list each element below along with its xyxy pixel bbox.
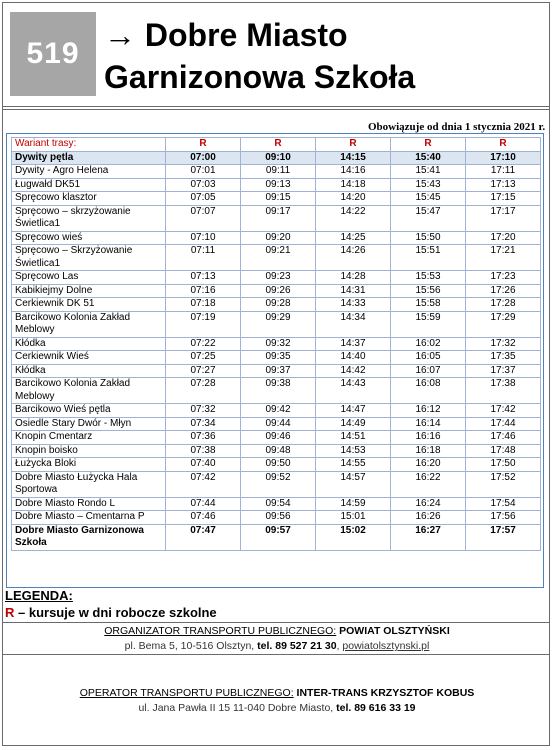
departure-time: 16:24 <box>391 497 466 511</box>
departure-time: 17:23 <box>466 271 541 285</box>
route-number-badge: 519 <box>10 12 96 96</box>
departure-time: 09:48 <box>241 444 316 458</box>
departure-time: 09:38 <box>241 378 316 404</box>
departure-time: 14:34 <box>316 311 391 337</box>
stop-name: Ługwałd DK51 <box>12 178 166 192</box>
timetable-row <box>12 458 541 472</box>
timetable-row <box>12 378 541 404</box>
departure-time: 09:28 <box>241 298 316 312</box>
timetable-row <box>12 192 541 206</box>
departure-time: 17:10 <box>466 151 541 165</box>
timetable-row <box>12 351 541 365</box>
departure-time: 09:50 <box>241 458 316 472</box>
legend-text: – kursuje w dni robocze szkolne <box>14 605 217 620</box>
organizer-label: ORGANIZATOR TRANSPORTU PUBLICZNEGO: <box>104 625 337 637</box>
departure-time: 14:57 <box>316 471 391 497</box>
departure-time: 15:40 <box>391 151 466 165</box>
variant-cell: R <box>316 138 391 152</box>
departure-time: 16:08 <box>391 378 466 404</box>
departure-time: 17:46 <box>466 431 541 445</box>
departure-time: 07:44 <box>166 497 241 511</box>
departure-time: 09:11 <box>241 165 316 179</box>
departure-time: 16:07 <box>391 364 466 378</box>
stop-name: Spręcowo – skrzyżowanie Świetlica1 <box>12 205 166 231</box>
departure-time: 17:54 <box>466 497 541 511</box>
departure-time: 09:52 <box>241 471 316 497</box>
timetable-row <box>12 524 541 550</box>
departure-time: 17:32 <box>466 337 541 351</box>
timetable-row <box>12 404 541 418</box>
footer-divider-2 <box>2 654 550 655</box>
timetable-row <box>12 205 541 231</box>
organizer-name: POWIAT OLSZTYŃSKI <box>336 625 450 637</box>
timetable-row <box>12 364 541 378</box>
departure-time: 16:18 <box>391 444 466 458</box>
title-line-stop: Garnizonowa Szkoła <box>104 59 416 95</box>
page-title <box>104 14 415 98</box>
departure-time: 17:48 <box>466 444 541 458</box>
departure-time: 17:50 <box>466 458 541 472</box>
organizer-address: pl. Bema 5, 10-516 Olsztyn, <box>124 640 258 652</box>
departure-time: 07:25 <box>166 351 241 365</box>
departure-time: 07:07 <box>166 205 241 231</box>
departure-time: 14:20 <box>316 192 391 206</box>
departure-time: 17:35 <box>466 351 541 365</box>
departure-time: 17:44 <box>466 417 541 431</box>
departure-time: 07:34 <box>166 417 241 431</box>
departure-time: 15:41 <box>391 165 466 179</box>
timetable-row <box>12 497 541 511</box>
footer-divider <box>2 622 550 623</box>
timetable-row <box>12 165 541 179</box>
departure-time: 14:43 <box>316 378 391 404</box>
departure-time: 16:14 <box>391 417 466 431</box>
departure-time: 17:20 <box>466 231 541 245</box>
stop-name: Spręcowo Las <box>12 271 166 285</box>
organizer-phone: tel. 89 527 21 30 <box>257 640 337 652</box>
header-divider-double <box>2 109 550 110</box>
departure-time: 17:37 <box>466 364 541 378</box>
timetable-row <box>12 178 541 192</box>
departure-time: 09:37 <box>241 364 316 378</box>
departure-time: 07:10 <box>166 231 241 245</box>
departure-time: 15:02 <box>316 524 391 550</box>
organizer-contact <box>0 640 554 652</box>
departure-time: 07:16 <box>166 284 241 298</box>
departure-time: 14:22 <box>316 205 391 231</box>
timetable-row <box>12 151 541 165</box>
departure-time: 09:42 <box>241 404 316 418</box>
departure-time: 14:33 <box>316 298 391 312</box>
departure-time: 17:21 <box>466 245 541 271</box>
organizer-website-link[interactable]: powiatolsztynski.pl <box>342 640 430 652</box>
stop-name: Cerkiewnik DK 51 <box>12 298 166 312</box>
departure-time: 17:52 <box>466 471 541 497</box>
organizer-line <box>0 625 554 637</box>
validity-note: Obowiązuje od dnia 1 stycznia 2021 r. <box>368 121 546 133</box>
departure-time: 07:42 <box>166 471 241 497</box>
timetable <box>11 137 541 551</box>
organizer-separator: , <box>336 640 343 652</box>
departure-time: 09:21 <box>241 245 316 271</box>
timetable-row <box>12 431 541 445</box>
departure-time: 07:03 <box>166 178 241 192</box>
departure-time: 09:44 <box>241 417 316 431</box>
departure-time: 16:16 <box>391 431 466 445</box>
departure-time: 16:20 <box>391 458 466 472</box>
departure-time: 07:47 <box>166 524 241 550</box>
operator-contact <box>0 702 554 714</box>
departure-time: 09:13 <box>241 178 316 192</box>
variant-cell: R <box>391 138 466 152</box>
timetable-row <box>12 471 541 497</box>
departure-time: 14:47 <box>316 404 391 418</box>
timetable-row <box>12 298 541 312</box>
timetable-frame <box>6 133 544 588</box>
stop-name: Barcikowo Kolonia Zakład Meblowy <box>12 311 166 337</box>
departure-time: 17:28 <box>466 298 541 312</box>
stop-name: Spręcowo – Skrzyżowanie Świetlica1 <box>12 245 166 271</box>
stop-name: Barcikowo Wieś pętla <box>12 404 166 418</box>
timetable-row <box>12 231 541 245</box>
departure-time: 17:38 <box>466 378 541 404</box>
operator-phone: tel. 89 616 33 19 <box>336 702 416 714</box>
departure-time: 07:05 <box>166 192 241 206</box>
stop-name: Dobre Miasto – Cmentarna P <box>12 511 166 525</box>
departure-time: 15:47 <box>391 205 466 231</box>
legend-entry <box>5 605 217 620</box>
departure-time: 16:22 <box>391 471 466 497</box>
timetable-row <box>12 271 541 285</box>
timetable-row <box>12 284 541 298</box>
stop-name: Dobre Miasto Łużycka Hala Sportowa <box>12 471 166 497</box>
departure-time: 09:20 <box>241 231 316 245</box>
departure-time: 09:46 <box>241 431 316 445</box>
operator-label: OPERATOR TRANSPORTU PUBLICZNEGO: <box>79 687 294 699</box>
departure-time: 14:40 <box>316 351 391 365</box>
departure-time: 15:51 <box>391 245 466 271</box>
stop-name: Kabikiejmy Dolne <box>12 284 166 298</box>
departure-time: 15:56 <box>391 284 466 298</box>
departure-time: 16:27 <box>391 524 466 550</box>
timetable-row <box>12 444 541 458</box>
legend-symbol: R <box>5 605 15 620</box>
stop-name: Kłódka <box>12 337 166 351</box>
stop-name: Dobre Miasto Garnizonowa Szkoła <box>12 524 166 550</box>
departure-time: 14:26 <box>316 245 391 271</box>
departure-time: 14:37 <box>316 337 391 351</box>
legend-title: LEGENDA: <box>5 588 73 603</box>
departure-time: 09:23 <box>241 271 316 285</box>
header-divider <box>2 106 550 107</box>
departure-time: 14:55 <box>316 458 391 472</box>
departure-time: 09:29 <box>241 311 316 337</box>
variant-cell: R <box>466 138 541 152</box>
departure-time: 14:18 <box>316 178 391 192</box>
departure-time: 07:40 <box>166 458 241 472</box>
departure-time: 14:53 <box>316 444 391 458</box>
departure-time: 14:31 <box>316 284 391 298</box>
departure-time: 09:15 <box>241 192 316 206</box>
departure-time: 09:56 <box>241 511 316 525</box>
departure-time: 17:42 <box>466 404 541 418</box>
departure-time: 09:26 <box>241 284 316 298</box>
operator-line <box>0 687 554 699</box>
departure-time: 14:59 <box>316 497 391 511</box>
variant-cell: R <box>241 138 316 152</box>
departure-time: 14:51 <box>316 431 391 445</box>
departure-time: 14:25 <box>316 231 391 245</box>
departure-time: 17:13 <box>466 178 541 192</box>
departure-time: 17:15 <box>466 192 541 206</box>
stop-name: Barcikowo Kolonia Zakład Meblowy <box>12 378 166 404</box>
stop-name: Kłódka <box>12 364 166 378</box>
departure-time: 09:57 <box>241 524 316 550</box>
stop-name: Cerkiewnik Wieś <box>12 351 166 365</box>
stop-name: Spręcowo wieś <box>12 231 166 245</box>
departure-time: 09:54 <box>241 497 316 511</box>
stop-name: Knopin Cmentarz <box>12 431 166 445</box>
departure-time: 17:26 <box>466 284 541 298</box>
departure-time: 07:13 <box>166 271 241 285</box>
stop-name: Dobre Miasto Rondo L <box>12 497 166 511</box>
departure-time: 15:43 <box>391 178 466 192</box>
departure-time: 14:28 <box>316 271 391 285</box>
departure-time: 16:02 <box>391 337 466 351</box>
departure-time: 09:35 <box>241 351 316 365</box>
departure-time: 09:17 <box>241 205 316 231</box>
departure-time: 07:19 <box>166 311 241 337</box>
departure-time: 07:22 <box>166 337 241 351</box>
departure-time: 16:12 <box>391 404 466 418</box>
stop-name: Dywity pętla <box>12 151 166 165</box>
departure-time: 07:11 <box>166 245 241 271</box>
stop-name: Dywity - Agro Helena <box>12 165 166 179</box>
departure-time: 07:38 <box>166 444 241 458</box>
departure-time: 09:10 <box>241 151 316 165</box>
departure-time: 16:26 <box>391 511 466 525</box>
departure-time: 15:59 <box>391 311 466 337</box>
departure-time: 15:45 <box>391 192 466 206</box>
title-line-destination: → Dobre Miasto <box>104 17 348 53</box>
departure-time: 07:36 <box>166 431 241 445</box>
departure-time: 17:56 <box>466 511 541 525</box>
departure-time: 14:16 <box>316 165 391 179</box>
variant-header-label: Wariant trasy: <box>12 138 166 152</box>
departure-time: 15:50 <box>391 231 466 245</box>
timetable-row <box>12 245 541 271</box>
departure-time: 14:49 <box>316 417 391 431</box>
departure-time: 07:01 <box>166 165 241 179</box>
operator-name: INTER-TRANS KRZYSZTOF KOBUS <box>293 687 475 699</box>
departure-time: 09:32 <box>241 337 316 351</box>
departure-time: 17:17 <box>466 205 541 231</box>
departure-time: 17:11 <box>466 165 541 179</box>
variant-header-row <box>12 138 541 152</box>
stop-name: Łużycka Bloki <box>12 458 166 472</box>
departure-time: 07:27 <box>166 364 241 378</box>
variant-cell: R <box>166 138 241 152</box>
departure-time: 16:05 <box>391 351 466 365</box>
stop-name: Knopin boisko <box>12 444 166 458</box>
departure-time: 07:28 <box>166 378 241 404</box>
timetable-row <box>12 311 541 337</box>
timetable-body <box>12 138 541 551</box>
timetable-row <box>12 511 541 525</box>
departure-time: 15:53 <box>391 271 466 285</box>
timetable-row <box>12 337 541 351</box>
timetable-row <box>12 417 541 431</box>
operator-address: ul. Jana Pawła II 15 11-040 Dobre Miasto, <box>138 702 337 714</box>
departure-time: 07:46 <box>166 511 241 525</box>
departure-time: 17:29 <box>466 311 541 337</box>
departure-time: 07:00 <box>166 151 241 165</box>
stop-name: Spręcowo klasztor <box>12 192 166 206</box>
departure-time: 07:18 <box>166 298 241 312</box>
departure-time: 15:58 <box>391 298 466 312</box>
departure-time: 07:32 <box>166 404 241 418</box>
departure-time: 15:01 <box>316 511 391 525</box>
departure-time: 17:57 <box>466 524 541 550</box>
departure-time: 14:42 <box>316 364 391 378</box>
stop-name: Osiedle Stary Dwór - Młyn <box>12 417 166 431</box>
departure-time: 14:15 <box>316 151 391 165</box>
